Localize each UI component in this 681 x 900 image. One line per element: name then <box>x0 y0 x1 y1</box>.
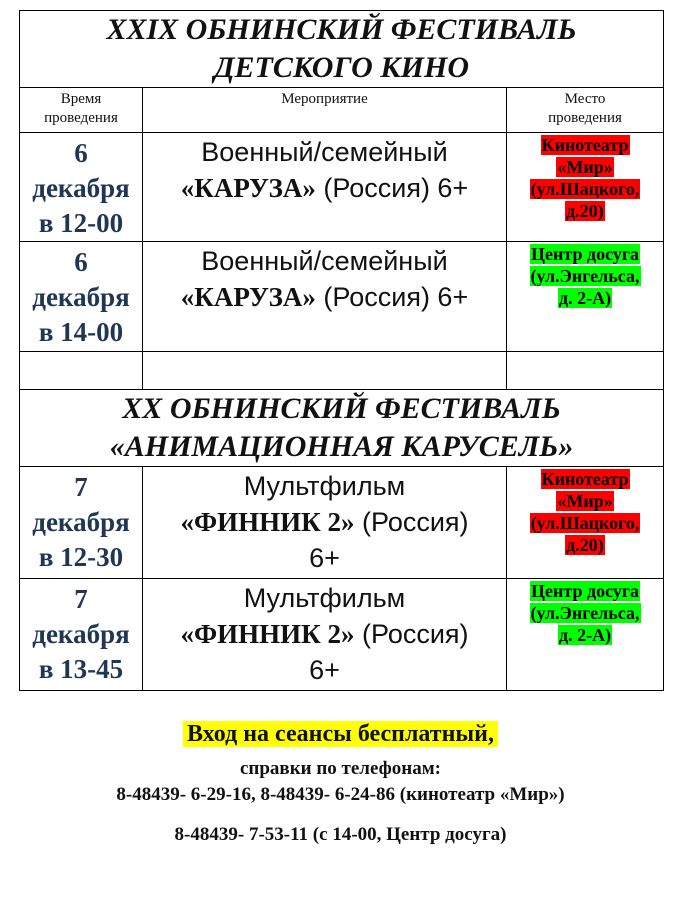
session-day: 7 <box>74 584 88 614</box>
place-line <box>507 534 663 556</box>
header-place <box>507 88 664 133</box>
table-row <box>20 133 664 242</box>
event-country-age: (Россия) 6+ <box>323 173 469 203</box>
session-month: декабря <box>32 619 130 649</box>
session-time <box>20 579 143 691</box>
place-text: Кинотеатр <box>541 469 629 489</box>
place-line <box>507 178 663 200</box>
festival1-title-line2: ДЕТСКОГО КИНО <box>214 51 470 84</box>
place-text: «Мир» <box>557 491 613 511</box>
place-text: «Мир» <box>557 157 613 177</box>
place-line <box>507 134 663 156</box>
empty-row <box>20 352 664 390</box>
place-line <box>507 490 663 512</box>
schedule-table <box>19 10 664 691</box>
event-genre: Военный/семейный <box>201 246 448 276</box>
free-entry-text: Вход на сеансы бесплатный, <box>183 721 498 747</box>
header-time <box>20 88 143 133</box>
empty-cell <box>143 352 507 390</box>
place-line <box>507 243 663 265</box>
empty-cell <box>20 352 143 390</box>
place-text: д. 2-А) <box>558 625 612 645</box>
place-text: д.20) <box>566 201 604 221</box>
event-age: 6+ <box>309 655 340 685</box>
event-genre: Мультфильм <box>243 583 406 613</box>
event-country: (Россия) <box>362 507 469 537</box>
phones-line2-block <box>0 822 681 848</box>
event-country: (Россия) <box>362 619 469 649</box>
place-line <box>507 287 663 309</box>
festival2-title-line1: XX ОБНИНСКИЙ ФЕСТИВАЛЬ <box>122 392 561 425</box>
session-place <box>507 579 664 691</box>
session-event <box>143 133 507 242</box>
place-text: д. 2-А) <box>558 288 612 308</box>
place-line <box>507 512 663 534</box>
event-film-line <box>143 616 506 652</box>
festival1-title <box>20 11 664 88</box>
place-line <box>507 624 663 646</box>
event-film-title: «КАРУЗА» <box>180 173 316 203</box>
place-line <box>507 468 663 490</box>
festival2-title-row <box>20 390 664 467</box>
empty-cell <box>507 352 664 390</box>
header-place-line2: проведения <box>548 110 622 126</box>
table-row <box>20 467 664 579</box>
session-event <box>143 467 507 579</box>
session-month: декабря <box>32 282 130 312</box>
place-text: д.20) <box>566 535 604 555</box>
place-text: (ул.Энгельса, <box>530 266 640 286</box>
event-film-title: «ФИННИК 2» <box>180 619 355 649</box>
session-place <box>507 133 664 242</box>
session-event <box>143 579 507 691</box>
header-time-line2: проведения <box>44 110 118 126</box>
header-row <box>20 88 664 133</box>
place-line <box>507 265 663 287</box>
session-time <box>20 467 143 579</box>
place-line <box>507 200 663 222</box>
event-age: 6+ <box>309 543 340 573</box>
event-film-line <box>143 504 506 540</box>
session-day: 7 <box>74 472 88 502</box>
event-genre: Военный/семейный <box>201 137 448 167</box>
event-film-line <box>143 170 506 206</box>
session-hour: в 12-30 <box>38 542 124 572</box>
festival2-title <box>20 390 664 467</box>
festival1-title-line1: XXIX ОБНИНСКИЙ ФЕСТИВАЛЬ <box>106 13 577 46</box>
place-line <box>507 580 663 602</box>
place-text: (ул.Шацкого, <box>530 513 640 533</box>
table-row <box>20 579 664 691</box>
session-hour: в 14-00 <box>38 317 124 347</box>
session-place <box>507 242 664 352</box>
schedule-sheet <box>19 10 663 691</box>
header-event <box>143 88 507 133</box>
header-time-line1: Время <box>60 91 102 107</box>
event-film-line <box>143 279 506 315</box>
event-country-age: (Россия) 6+ <box>323 282 469 312</box>
session-time <box>20 242 143 352</box>
event-film-title: «КАРУЗА» <box>180 282 316 312</box>
session-hour: в 12-00 <box>38 208 124 238</box>
place-text: Кинотеатр <box>541 135 629 155</box>
session-event <box>143 242 507 352</box>
header-event-label: Мероприятие <box>281 91 368 107</box>
free-entry-note <box>0 716 681 752</box>
phones-line1: 8-48439- 6-29-16, 8-48439- 6-24-86 (кинотеатр «Мир») <box>116 784 565 805</box>
session-month: декабря <box>32 173 130 203</box>
place-text: Центр досуга <box>531 581 639 601</box>
place-text: Центр досуга <box>531 244 639 264</box>
place-text: (ул.Шацкого, <box>530 179 640 199</box>
session-place <box>507 467 664 579</box>
session-day: 6 <box>74 247 88 277</box>
festival2-title-line2: «АНИМАЦИОННАЯ КАРУСЕЛЬ» <box>109 430 574 463</box>
phones-line2: 8-48439- 7-53-11 (с 14-00, Центр досуга) <box>174 824 507 845</box>
event-film-title: «ФИННИК 2» <box>180 507 355 537</box>
session-time <box>20 133 143 242</box>
session-month: декабря <box>32 507 130 537</box>
session-day: 6 <box>74 138 88 168</box>
phones-block <box>0 756 681 808</box>
place-line <box>507 602 663 624</box>
place-line <box>507 156 663 178</box>
table-row <box>20 242 664 352</box>
event-genre: Мультфильм <box>243 471 406 501</box>
place-text: (ул.Энгельса, <box>530 603 640 623</box>
header-place-line1: Место <box>564 91 606 107</box>
festival1-title-row <box>20 11 664 88</box>
phones-label: справки по телефонам: <box>239 758 441 779</box>
session-hour: в 13-45 <box>38 654 124 684</box>
